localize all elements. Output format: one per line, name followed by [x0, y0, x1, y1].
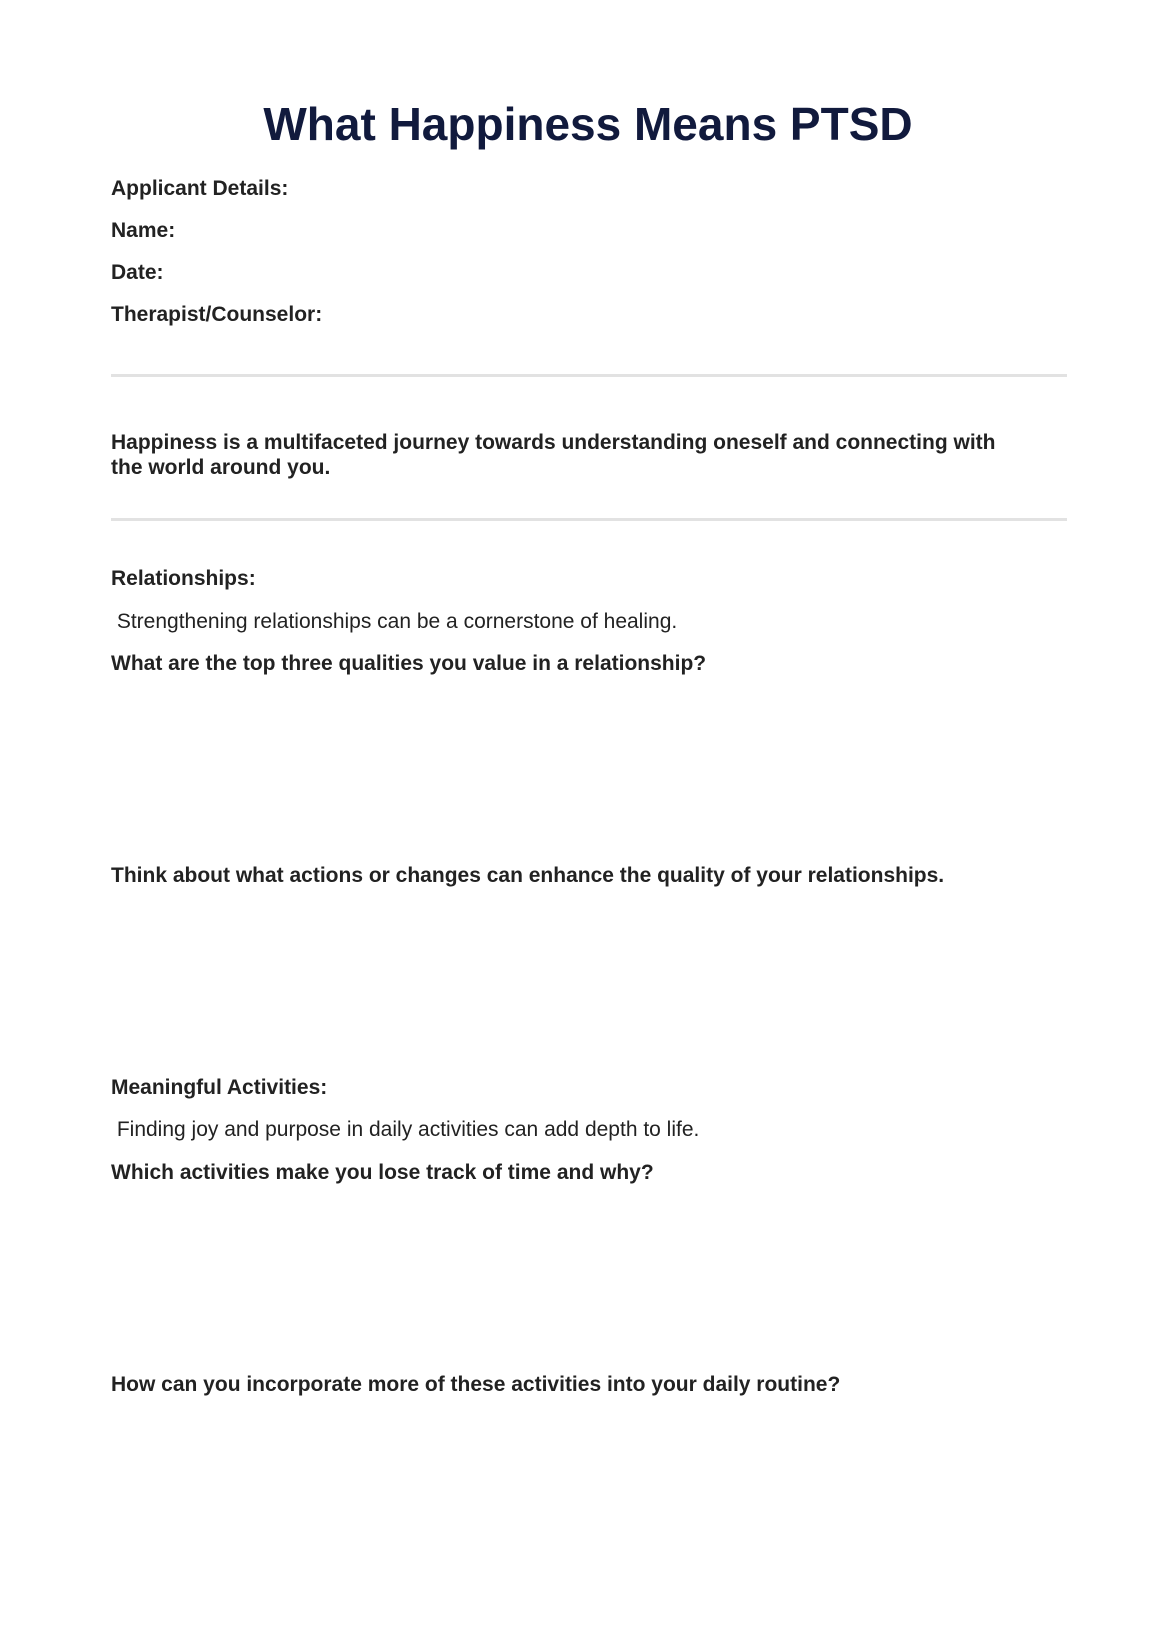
name-field-label: Name: [111, 219, 176, 242]
answer-area-relationship-actions[interactable] [111, 894, 1067, 1074]
section-heading-meaningful-activities: Meaningful Activities: [111, 1076, 328, 1099]
therapist-field-label: Therapist/Counselor: [111, 303, 323, 326]
question-relationship-actions: Think about what actions or changes can enhance the quality of your relationships. [111, 864, 945, 887]
answer-area-incorporate-activities[interactable] [111, 1403, 1067, 1603]
section-description-meaningful-activities: Finding joy and purpose in daily activities can add depth to life. [111, 1118, 700, 1141]
section-heading-relationships: Relationships: [111, 567, 256, 590]
section-divider [111, 518, 1067, 521]
applicant-details-heading: Applicant Details: [111, 177, 289, 200]
answer-area-lose-track-activities[interactable] [111, 1191, 1067, 1371]
document-title: What Happiness Means PTSD [263, 98, 913, 150]
question-incorporate-activities: How can you incorporate more of these activities into your daily routine? [111, 1373, 841, 1396]
intro-statement: Happiness is a multifaceted journey towards understanding oneself and connecting with the world around you. [111, 431, 996, 479]
section-description-relationships: Strengthening relationships can be a cornerstone of healing. [111, 610, 678, 633]
question-relationship-qualities: What are the top three qualities you value in a relationship? [111, 652, 707, 675]
answer-area-relationship-qualities[interactable] [111, 682, 1067, 862]
section-divider [111, 374, 1067, 377]
question-lose-track-activities: Which activities make you lose track of time and why? [111, 1161, 654, 1184]
date-field-label: Date: [111, 261, 164, 284]
